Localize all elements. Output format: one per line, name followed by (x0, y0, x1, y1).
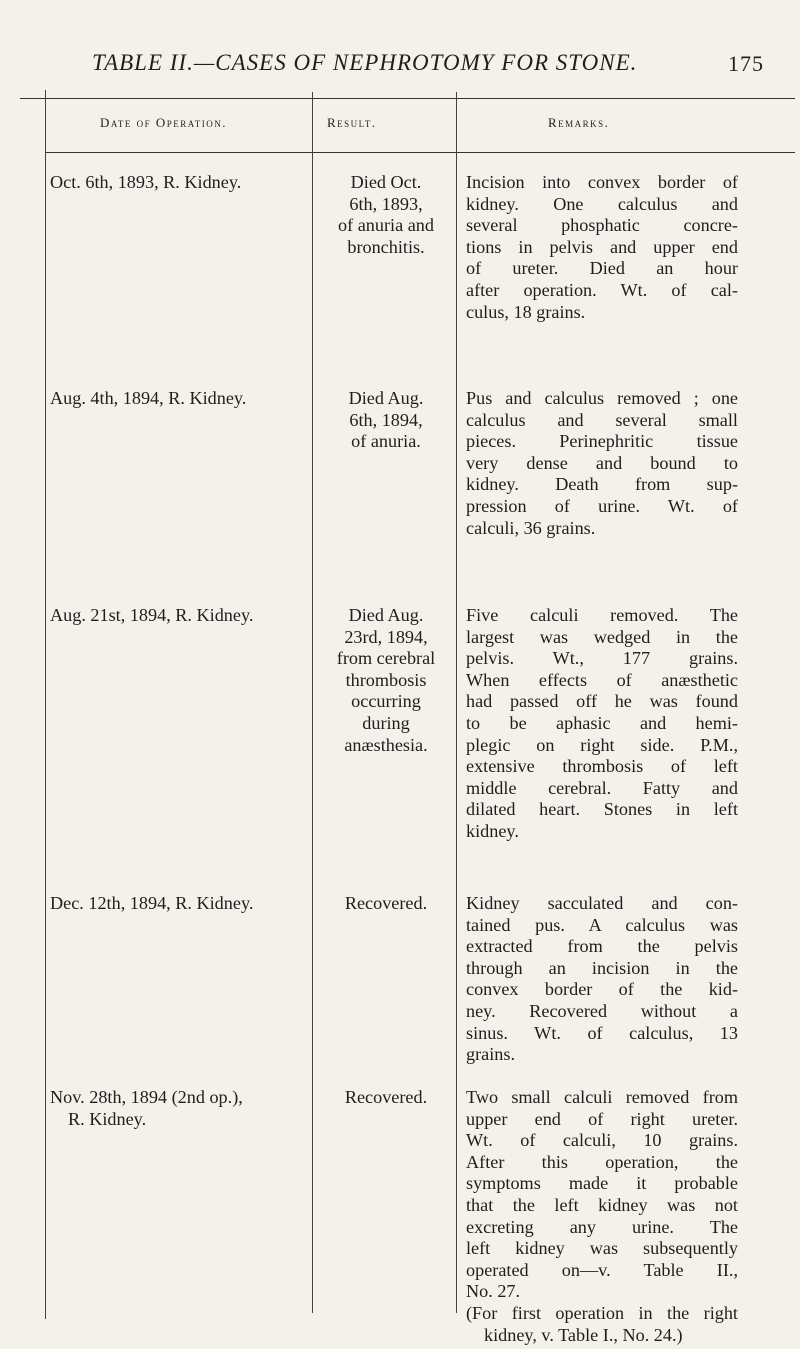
remarks-cell (466, 605, 738, 843)
remarks-line: symptoms made it probable (466, 1173, 738, 1194)
remarks-line: Pus and calculus removed ; one (466, 388, 738, 408)
column-header-remarks: Remarks. (548, 115, 610, 130)
remarks-line: kidney. One calculus and (466, 193, 738, 214)
result-column-rule (312, 92, 313, 1313)
remarks-line: convex border of the kid- (466, 979, 738, 1000)
result-line: Recovered. (344, 1087, 428, 1107)
remarks-line: tained pus. A calculus was (466, 914, 738, 935)
result-line: of anuria and (338, 215, 434, 236)
result-line: thrombosis (345, 669, 427, 690)
date-line: R. Kidney. (68, 1108, 147, 1129)
remarks-line: kidney, v. Table I., No. 24.) (484, 1324, 683, 1345)
result-cell (318, 172, 454, 258)
remarks-line: had passed off he was found (466, 691, 738, 712)
remarks-line: very dense and bound to (466, 452, 738, 473)
remarks-line: after operation. Wt. of cal- (466, 279, 738, 300)
remarks-line: After this operation, the (466, 1151, 738, 1172)
date-line: Oct. 6th, 1893, R. Kidney. (50, 172, 242, 192)
result-line: bronchitis. (347, 236, 425, 257)
remarks-line: plegic on right side. P.M., (466, 734, 738, 755)
remarks-line: several phosphatic concre- (466, 215, 738, 236)
remarks-line: through an incision in the (466, 957, 738, 978)
page-title: TABLE II.—CASES OF NEPHROTOMY FOR STONE. (92, 50, 638, 75)
result-line: of anuria. (351, 431, 421, 452)
page-number: 175 (728, 51, 764, 76)
remarks-line: Wt. of calculi, 10 grains. (466, 1130, 738, 1151)
remarks-line: pression of urine. Wt. of (466, 495, 738, 516)
remarks-line: pelvis. Wt., 177 grains. (466, 648, 738, 669)
date-line: Aug. 21st, 1894, R. Kidney. (50, 605, 254, 625)
column-header-result: Result. (327, 115, 377, 130)
date-line: Nov. 28th, 1894 (2nd op.), (50, 1087, 243, 1107)
remarks-line: largest was wedged in the (466, 626, 738, 647)
result-cell (318, 1087, 454, 1109)
remarks-line: excreting any urine. The (466, 1216, 738, 1237)
result-line: anæsthesia. (344, 734, 428, 755)
remarks-line: grains. (466, 1044, 515, 1065)
result-cell (318, 605, 454, 756)
left-column-rule (45, 90, 46, 1319)
remarks-cell (466, 893, 738, 1066)
date-cell (50, 388, 310, 410)
column-header-date: Date of Operation. (100, 115, 228, 130)
result-cell (318, 388, 454, 453)
remarks-line: kidney. (466, 820, 519, 841)
remarks-line: Two small calculi removed from (466, 1087, 738, 1107)
result-line: Recovered. (344, 893, 428, 913)
date-line: Aug. 4th, 1894, R. Kidney. (50, 388, 247, 408)
remarks-line: extracted from the pelvis (466, 936, 738, 957)
remarks-line: that the left kidney was not (466, 1194, 738, 1215)
remarks-line: extensive thrombosis of left (466, 756, 738, 777)
result-cell (318, 893, 454, 915)
header-rule (45, 152, 795, 153)
date-cell (50, 172, 310, 194)
remarks-line: When effects of anæsthetic (466, 669, 738, 690)
date-cell (50, 893, 310, 915)
remarks-line: left kidney was subsequently (466, 1238, 738, 1259)
result-line: 6th, 1894, (349, 409, 423, 430)
remarks-line: ney. Recovered without a (466, 1000, 738, 1021)
remarks-line: calculus and several small (466, 409, 738, 430)
remarks-line: middle cerebral. Fatty and (466, 777, 738, 798)
remarks-line: tions in pelvis and upper end (466, 236, 738, 257)
remarks-line: No. 27. (466, 1281, 521, 1302)
remarks-line: upper end of right ureter. (466, 1108, 738, 1129)
remarks-line: sinus. Wt. of calculus, 13 (466, 1022, 738, 1043)
remarks-line: to be aphasic and hemi- (466, 712, 738, 733)
date-cell (50, 605, 310, 627)
remarks-cell (466, 388, 738, 539)
running-head (70, 50, 764, 84)
remarks-column-rule (456, 92, 457, 1313)
remarks-line: operated on—v. Table II., (466, 1259, 738, 1280)
remarks-line: Incision into convex border of (466, 172, 738, 192)
top-rule (20, 98, 795, 99)
result-line: Died Aug. (348, 605, 424, 625)
remarks-cell (466, 172, 738, 323)
result-line: 6th, 1893, (349, 193, 423, 214)
remarks-line: culus, 18 grains. (466, 301, 586, 322)
remarks-line: calculi, 36 grains. (466, 517, 596, 538)
result-line: Died Oct. (350, 172, 422, 192)
remarks-line: kidney. Death from sup- (466, 474, 738, 495)
remarks-line: of ureter. Died an hour (466, 258, 738, 279)
remarks-cell (466, 1087, 738, 1346)
remarks-line: (For first operation in the right (466, 1302, 738, 1323)
date-cell (50, 1087, 310, 1130)
result-line: occurring (351, 691, 421, 712)
date-line: Dec. 12th, 1894, R. Kidney. (50, 893, 254, 913)
result-line: during (362, 712, 410, 733)
remarks-line: dilated heart. Stones in left (466, 799, 738, 820)
remarks-line: Kidney sacculated and con- (466, 893, 738, 913)
result-line: Died Aug. (348, 388, 424, 408)
remarks-line: pieces. Perinephritic tissue (466, 431, 738, 452)
result-line: from cerebral (336, 648, 436, 669)
remarks-line: Five calculi removed. The (466, 605, 738, 625)
result-line: 23rd, 1894, (344, 626, 428, 647)
